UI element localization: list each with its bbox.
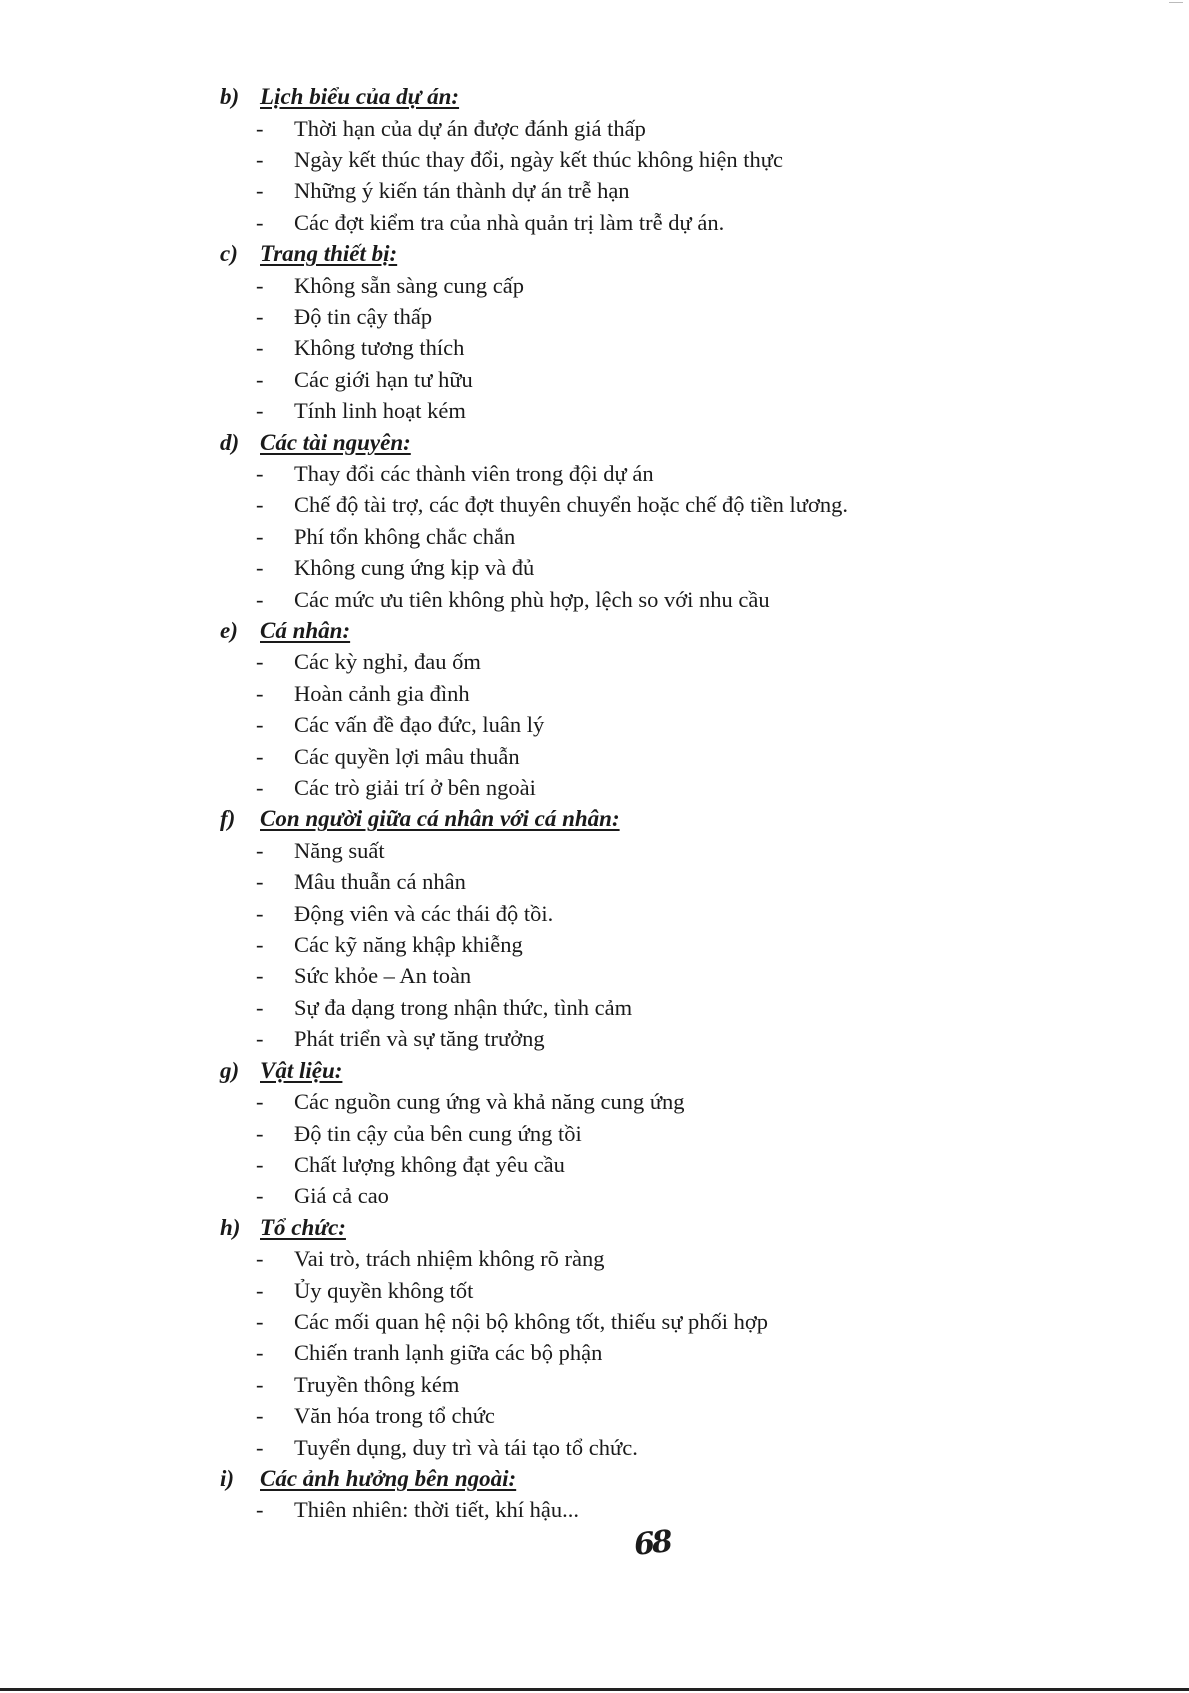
section-heading — [218, 427, 1118, 459]
list-item — [218, 1118, 1118, 1149]
dash-bullet: - — [256, 649, 264, 675]
section-letter: f) — [220, 806, 236, 832]
section-heading — [218, 803, 1118, 835]
item-text: Các giới hạn tư hữu — [294, 366, 473, 392]
dash-bullet: - — [256, 1497, 264, 1523]
item-text: Độ tin cậy của bên cung ứng tồi — [294, 1120, 582, 1146]
dash-bullet: - — [256, 272, 264, 298]
dash-bullet: - — [256, 366, 264, 392]
list-item — [218, 301, 1118, 332]
list-item — [218, 113, 1118, 144]
section-title: Vật liệu: — [260, 1057, 343, 1083]
item-text: Động viên và các thái độ tồi. — [294, 900, 554, 926]
section-heading — [218, 1055, 1118, 1087]
list-item — [218, 521, 1118, 552]
item-text: Tính linh hoạt kém — [294, 398, 466, 424]
item-text: Các mối quan hệ nội bộ không tốt, thiếu sự phối hợp — [294, 1309, 769, 1334]
list-item — [218, 332, 1118, 363]
dash-bullet: - — [256, 932, 264, 958]
item-list — [218, 113, 1118, 239]
section-letter: d) — [220, 429, 240, 455]
list-item — [218, 395, 1118, 426]
dash-bullet: - — [256, 492, 264, 518]
dash-bullet: - — [256, 1434, 264, 1460]
dash-bullet: - — [256, 209, 264, 235]
item-text: Mâu thuẫn cá nhân — [294, 869, 466, 895]
section-title: Tổ chức: — [260, 1214, 346, 1240]
item-list — [218, 270, 1118, 427]
dash-bullet: - — [256, 775, 264, 801]
section-letter: h) — [220, 1214, 241, 1240]
item-text: Không tương thích — [294, 335, 465, 361]
dash-bullet: - — [256, 146, 264, 172]
item-text: Vai trò, trách nhiệm không rõ ràng — [294, 1246, 605, 1272]
list-item — [218, 960, 1118, 991]
item-list — [218, 1494, 1118, 1525]
list-item — [218, 552, 1118, 583]
section-personal — [218, 615, 1118, 803]
item-text: Độ tin cậy thấp — [294, 303, 433, 329]
item-text: Các trò giải trí ở bên ngoài — [294, 775, 536, 801]
item-list — [218, 835, 1118, 1055]
list-item — [218, 741, 1118, 772]
list-item — [218, 364, 1118, 395]
list-item — [218, 835, 1118, 866]
section-title: Trang thiết bị: — [260, 241, 398, 267]
section-heading — [218, 1212, 1118, 1244]
item-list — [218, 1086, 1118, 1212]
section-heading — [218, 81, 1118, 113]
item-text: Các mức ưu tiên không phù hợp, lệch so với nhu cầu — [294, 586, 770, 612]
list-item — [218, 489, 1118, 520]
dash-bullet: - — [256, 1277, 264, 1303]
list-item — [218, 1337, 1118, 1368]
item-text: Phát triển và sự tăng trưởng — [294, 1026, 545, 1052]
item-list — [218, 1243, 1118, 1463]
section-letter: i) — [220, 1465, 235, 1491]
dash-bullet: - — [256, 1151, 264, 1177]
list-item — [218, 175, 1118, 206]
list-item — [218, 1023, 1118, 1054]
dash-bullet: - — [256, 1340, 264, 1366]
dash-bullet: - — [256, 1403, 264, 1429]
list-item — [218, 929, 1118, 960]
bottom-scan-border — [0, 1688, 1189, 1691]
dash-bullet: - — [256, 555, 264, 581]
item-text: Sự đa dạng trong nhận thức, tình cảm — [294, 994, 633, 1020]
item-text: Thời hạn của dự án được đánh giá thấp — [294, 115, 646, 141]
item-text: Tuyển dụng, duy trì và tái tạo tổ chức. — [294, 1434, 638, 1460]
dash-bullet: - — [256, 335, 264, 361]
list-item — [218, 1400, 1118, 1431]
item-text: Không cung ứng kịp và đủ — [294, 555, 535, 581]
section-title: Con người giữa cá nhân với cá nhân: — [260, 806, 620, 832]
list-item — [218, 1275, 1118, 1306]
section-interpersonal — [218, 803, 1118, 1054]
dash-bullet: - — [256, 398, 264, 424]
page-number: 68 — [632, 1524, 672, 1563]
section-heading — [218, 1463, 1118, 1495]
section-letter: b) — [220, 84, 240, 109]
list-item — [218, 1243, 1118, 1274]
item-text: Các quyền lợi mâu thuẫn — [294, 743, 520, 769]
item-text: Những ý kiến tán thành dự án trễ hạn — [294, 178, 630, 204]
list-item — [218, 678, 1118, 709]
item-list — [218, 458, 1118, 615]
section-heading — [218, 615, 1118, 647]
list-item — [218, 1086, 1118, 1117]
item-text: Chiến tranh lạnh giữa các bộ phận — [294, 1340, 603, 1366]
section-title: Các tài nguyên: — [260, 429, 411, 455]
dash-bullet: - — [256, 461, 264, 487]
list-item — [218, 1432, 1118, 1463]
list-item — [218, 584, 1118, 615]
dash-bullet: - — [256, 1183, 264, 1209]
list-item — [218, 898, 1118, 929]
dash-bullet: - — [256, 994, 264, 1020]
document-body — [218, 81, 1118, 1526]
dash-bullet: - — [256, 743, 264, 769]
item-list — [218, 646, 1118, 803]
dash-bullet: - — [256, 900, 264, 926]
list-item — [218, 1306, 1118, 1337]
section-heading — [218, 238, 1118, 270]
list-item — [218, 1494, 1118, 1525]
item-text: Sức khỏe – An toàn — [294, 963, 472, 989]
dash-bullet: - — [256, 523, 264, 549]
item-text: Truyền thông kém — [294, 1371, 460, 1397]
list-item — [218, 646, 1118, 677]
dash-bullet: - — [256, 1026, 264, 1052]
section-title: Cá nhân: — [260, 617, 351, 643]
section-letter: e) — [220, 617, 238, 643]
dash-bullet: - — [256, 1089, 264, 1115]
item-text: Chế độ tài trợ, các đợt thuyên chuyển hoặc chế độ tiền lương. — [294, 492, 848, 518]
dash-bullet: - — [256, 303, 264, 329]
dash-bullet: - — [256, 837, 264, 863]
list-item — [218, 1149, 1118, 1180]
item-text: Chất lượng không đạt yêu cầu — [294, 1151, 565, 1177]
item-text: Ủy quyền không tốt — [294, 1277, 474, 1303]
item-text: Không sẵn sàng cung cấp — [294, 272, 524, 298]
item-text: Thiên nhiên: thời tiết, khí hậu... — [294, 1497, 579, 1523]
section-resources — [218, 427, 1118, 615]
item-text: Giá cả cao — [294, 1183, 389, 1209]
item-text: Thay đổi các thành viên trong đội dự án — [294, 461, 654, 487]
dash-bullet: - — [256, 680, 264, 706]
list-item — [218, 1180, 1118, 1211]
item-text: Năng suất — [294, 837, 385, 863]
dash-bullet: - — [256, 1309, 264, 1334]
section-schedule — [218, 81, 1118, 238]
list-item — [218, 866, 1118, 897]
list-item — [218, 144, 1118, 175]
item-text: Các nguồn cung ứng và khả năng cung ứng — [294, 1089, 685, 1115]
list-item — [218, 270, 1118, 301]
section-materials — [218, 1055, 1118, 1212]
item-text: Các kỳ nghỉ, đau ốm — [294, 649, 481, 675]
section-organization — [218, 1212, 1118, 1463]
dash-bullet: - — [256, 963, 264, 989]
dash-bullet: - — [256, 712, 264, 738]
section-letter: c) — [220, 241, 238, 267]
item-text: Hoàn cảnh gia đình — [294, 680, 470, 706]
list-item — [218, 207, 1118, 238]
section-title: Các ảnh hưởng bên ngoài: — [260, 1465, 517, 1491]
item-text: Văn hóa trong tổ chức — [294, 1403, 495, 1429]
section-equipment — [218, 238, 1118, 426]
list-item — [218, 458, 1118, 489]
dash-bullet: - — [256, 586, 264, 612]
dash-bullet: - — [256, 1120, 264, 1146]
dash-bullet: - — [256, 869, 264, 895]
dash-bullet: - — [256, 178, 264, 204]
list-item — [218, 992, 1118, 1023]
item-text: Các kỹ năng khập khiễng — [294, 932, 523, 958]
list-item — [218, 772, 1118, 803]
item-text: Ngày kết thúc thay đổi, ngày kết thúc không hiện thực — [294, 146, 783, 172]
dash-bullet: - — [256, 1371, 264, 1397]
section-title: Lịch biểu của dự án: — [260, 84, 460, 109]
list-item — [218, 709, 1118, 740]
list-item — [218, 1369, 1118, 1400]
item-text: Các đợt kiểm tra của nhà quản trị làm trễ dự án. — [294, 209, 725, 235]
dash-bullet: - — [256, 115, 264, 141]
item-text: Các vấn đề đạo đức, luân lý — [294, 712, 545, 738]
dash-bullet: - — [256, 1246, 264, 1272]
section-external-influences — [218, 1463, 1118, 1526]
item-text: Phí tổn không chắc chắn — [294, 523, 516, 549]
section-letter: g) — [220, 1057, 240, 1083]
scan-corner-mark — [1169, 2, 1183, 3]
